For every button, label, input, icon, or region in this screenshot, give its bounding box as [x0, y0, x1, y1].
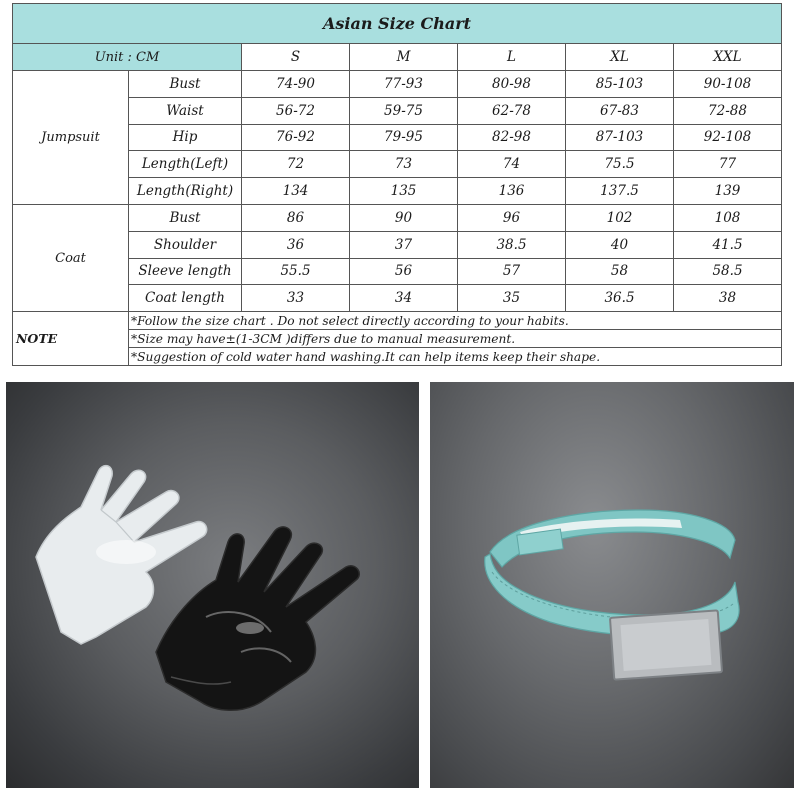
table-row [13, 124, 782, 151]
measurement-value: 67-83 [566, 97, 674, 124]
measurement-label: Sleeve length [129, 258, 242, 285]
note-row [13, 348, 782, 366]
table-row [13, 151, 782, 178]
table-row [13, 178, 782, 205]
note-row [13, 330, 782, 348]
measurement-label: Hip [129, 124, 242, 151]
group-label: Coat [13, 204, 129, 311]
table-row [13, 285, 782, 312]
measurement-value: 86 [242, 204, 350, 231]
measurement-value: 59-75 [350, 97, 458, 124]
measurement-value: 136 [458, 178, 566, 205]
measurement-value: 72-88 [674, 97, 782, 124]
gloves-photo [6, 382, 419, 788]
table-row [13, 204, 782, 231]
measurement-value: 77 [674, 151, 782, 178]
measurement-value: 87-103 [566, 124, 674, 151]
measurement-value: 35 [458, 285, 566, 312]
table-row [13, 258, 782, 285]
collar-photo [430, 382, 794, 788]
size-header-xxl: XXL [674, 44, 782, 71]
measurement-value: 58 [566, 258, 674, 285]
measurement-value: 56 [350, 258, 458, 285]
measurement-value: 75.5 [566, 151, 674, 178]
measurement-value: 96 [458, 204, 566, 231]
note-label: NOTE [13, 312, 129, 366]
group-label: Jumpsuit [13, 71, 129, 205]
size-header-l: L [458, 44, 566, 71]
size-header-row [13, 44, 782, 71]
measurement-value: 76-92 [242, 124, 350, 151]
measurement-value: 134 [242, 178, 350, 205]
measurement-value: 79-95 [350, 124, 458, 151]
measurement-value: 135 [350, 178, 458, 205]
measurement-label: Length(Left) [129, 151, 242, 178]
measurement-value: 137.5 [566, 178, 674, 205]
size-header-xl: XL [566, 44, 674, 71]
measurement-label: Waist [129, 97, 242, 124]
measurement-value: 90 [350, 204, 458, 231]
measurement-value: 80-98 [458, 71, 566, 98]
measurement-label: Length(Right) [129, 178, 242, 205]
measurement-value: 90-108 [674, 71, 782, 98]
size-chart-table [12, 3, 782, 366]
table-row [13, 231, 782, 258]
measurement-value: 56-72 [242, 97, 350, 124]
black-glove [156, 527, 359, 710]
measurement-value: 108 [674, 204, 782, 231]
collar-illustration [430, 382, 794, 788]
measurement-value: 73 [350, 151, 458, 178]
table-row [13, 97, 782, 124]
unit-label: Unit : CM [13, 44, 242, 71]
measurement-value: 38 [674, 285, 782, 312]
note-text: *Suggestion of cold water hand washing.It can help items keep their shape. [129, 348, 782, 366]
measurement-value: 34 [350, 285, 458, 312]
measurement-value: 36 [242, 231, 350, 258]
measurement-value: 82-98 [458, 124, 566, 151]
chart-title: Asian Size Chart [13, 4, 782, 44]
measurement-label: Bust [129, 204, 242, 231]
teal-collar [485, 510, 739, 680]
measurement-value: 102 [566, 204, 674, 231]
measurement-value: 38.5 [458, 231, 566, 258]
measurement-value: 62-78 [458, 97, 566, 124]
measurement-value: 57 [458, 258, 566, 285]
measurement-value: 77-93 [350, 71, 458, 98]
measurement-label: Shoulder [129, 231, 242, 258]
measurement-value: 55.5 [242, 258, 350, 285]
measurement-value: 37 [350, 231, 458, 258]
note-row [13, 312, 782, 330]
size-header-m: M [350, 44, 458, 71]
note-text: *Size may have±(1-3CM )differs due to manual measurement. [129, 330, 782, 348]
measurement-value: 41.5 [674, 231, 782, 258]
table-row [13, 71, 782, 98]
measurement-label: Bust [129, 71, 242, 98]
measurement-value: 36.5 [566, 285, 674, 312]
measurement-value: 74 [458, 151, 566, 178]
measurement-value: 74-90 [242, 71, 350, 98]
measurement-value: 40 [566, 231, 674, 258]
size-header-s: S [242, 44, 350, 71]
measurement-value: 139 [674, 178, 782, 205]
measurement-value: 58.5 [674, 258, 782, 285]
measurement-value: 72 [242, 151, 350, 178]
measurement-value: 85-103 [566, 71, 674, 98]
measurement-label: Coat length [129, 285, 242, 312]
note-text: *Follow the size chart . Do not select directly according to your habits. [129, 312, 782, 330]
measurement-value: 92-108 [674, 124, 782, 151]
measurement-value: 33 [242, 285, 350, 312]
gloves-illustration [6, 382, 419, 788]
